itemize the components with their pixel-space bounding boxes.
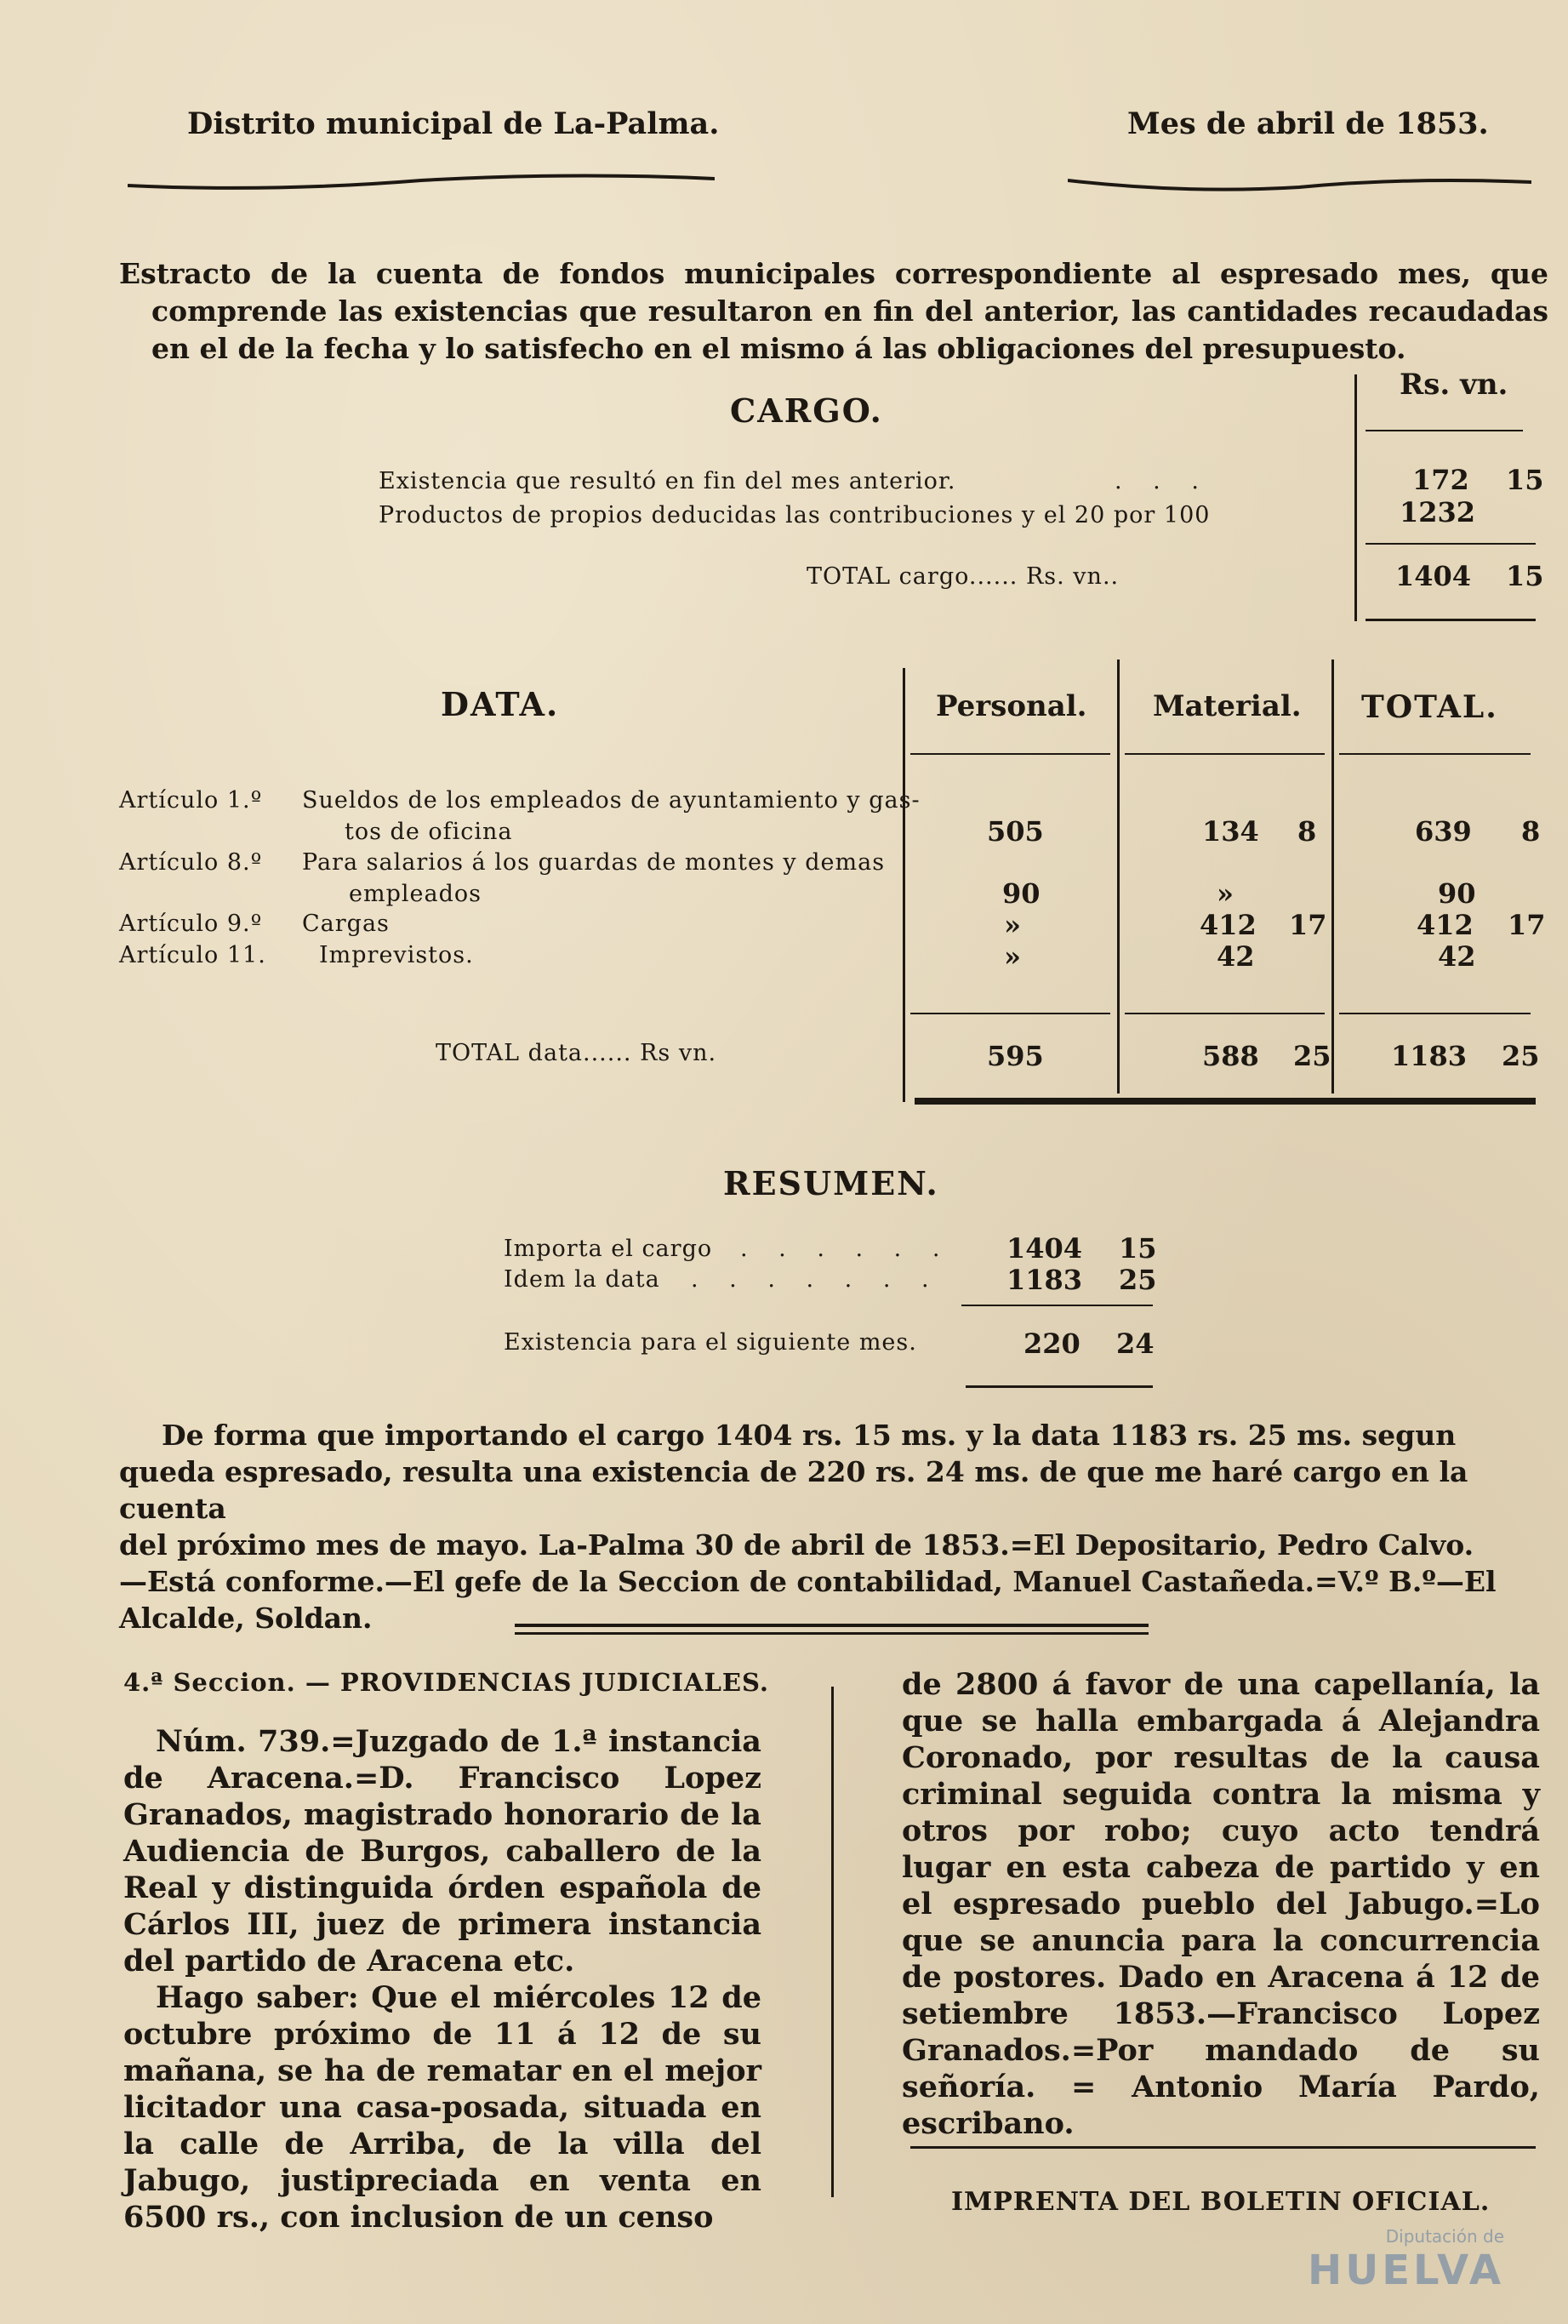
cargo-total-rs: 1404	[1395, 560, 1472, 592]
watermark-line-1: Diputación de	[1385, 2226, 1504, 2247]
data-row-3-personal: »	[1004, 909, 1021, 941]
cargo-row-1-ms: 15	[1506, 464, 1544, 496]
cargo-row-1-dots: . . .	[1115, 468, 1211, 494]
cargo-title: CARGO.	[730, 391, 883, 430]
data-col-total: TOTAL.	[1361, 689, 1498, 725]
resumen-existencia-label: Existencia para el siguiente mes.	[504, 1329, 917, 1356]
closing-paragraph	[119, 1417, 1540, 1636]
cargo-row-2-rs: 1232	[1400, 496, 1476, 528]
closing-line-3: del próximo mes de mayo. La-Palma 30 de abril de 1853.=El Depositario, Pedro Calvo.	[119, 1528, 1474, 1562]
data-row-1-material: 134	[1202, 815, 1259, 848]
resumen-row-2-label: Idem la data	[504, 1266, 660, 1293]
data-head-rule-3	[1339, 753, 1531, 755]
imprint-rule	[910, 2146, 1536, 2149]
watermark-line-2: HUELVA	[1308, 2247, 1504, 2294]
data-row-1-personal: 505	[987, 815, 1044, 848]
cargo-row-2-label: Productos de propios deducidas las contribuciones y el 20 por 100	[379, 502, 1211, 528]
data-row-4-material: 42	[1217, 940, 1255, 973]
data-row-3-total: 412	[1417, 909, 1474, 941]
data-row-3-material: 412	[1200, 909, 1257, 941]
data-row-2-total: 90	[1438, 877, 1476, 910]
data-row-1-material-ms: 8	[1297, 815, 1317, 848]
data-total-total-ms: 25	[1502, 1040, 1540, 1072]
resumen-row-2-rs: 1183	[1006, 1264, 1083, 1296]
data-row-3-material-ms: 17	[1289, 909, 1327, 941]
data-row-4-personal: »	[1004, 940, 1021, 973]
cargo-divider	[1354, 374, 1357, 621]
left-paragraph-2: Hago saber: Que el miércoles 12 de octubre próximo de 11 á 12 de su mañana, se ha de rematar en el mejor licitador una casa-posada, situada en la calle de Arriba, de la villa del Jabugo, justipreciada en venta en 6500 rs., con inclusion de un censo	[123, 1980, 761, 2235]
data-sum-rule-1	[910, 1013, 1110, 1014]
resumen-existencia-rs: 220	[1023, 1328, 1080, 1360]
cargo-header-rule	[1366, 430, 1523, 431]
section-heading: 4.ª Seccion. — PROVIDENCIAS JUDICIALES.	[123, 1668, 769, 1697]
data-row-2-material: »	[1217, 877, 1234, 910]
right-column	[902, 1666, 1540, 2142]
data-total-personal: 595	[987, 1040, 1044, 1072]
section-separator-top	[515, 1624, 1149, 1627]
closing-line-2: queda espresado, resulta una existencia de 220 rs. 24 ms. de que me haré cargo en la cuenta	[119, 1455, 1468, 1525]
closing-line-1: De forma que importando el cargo 1404 rs. 15 ms. y la data 1183 rs. 25 ms. segun	[162, 1419, 1457, 1452]
resumen-existencia-ms: 24	[1116, 1328, 1155, 1360]
resumen-sum-rule	[961, 1305, 1153, 1306]
month-title: Mes de abril de 1853.	[1127, 106, 1489, 141]
cargo-total-ms: 15	[1506, 560, 1544, 592]
cargo-sum-rule	[1366, 543, 1536, 545]
data-row-4-article: Artículo 11.	[119, 942, 266, 968]
data-row-2-article: Artículo 8.º	[119, 849, 263, 876]
data-total-material: 588	[1202, 1040, 1259, 1072]
data-col-divider-1	[903, 668, 905, 1102]
resumen-row-1-ms: 15	[1119, 1232, 1157, 1265]
right-paragraph: de 2800 á favor de una capellanía, la que se halla embargada á Alejandra Coronado, por resultas de la causa criminal seguida contra la misma y otros por robo; cuyo acto tendrá lugar en esta cabeza de partido y en el espresado pueblo del Jabugo.=Lo que se anuncia para la concurrencia de postores. Dado en Aracena á 12 de setiembre 1853.—Francisco Lopez Granados.=Por mandado de su señoría. = Antonio María Pardo, escribano.	[902, 1667, 1540, 2141]
data-row-1-total-ms: 8	[1521, 815, 1541, 848]
cargo-unit-header: Rs. vn.	[1400, 368, 1508, 402]
data-row-1-desc2: tos de oficina	[345, 819, 513, 845]
data-row-3-desc1: Cargas	[302, 911, 390, 937]
resumen-row-2-ms: 25	[1119, 1264, 1157, 1296]
header-rule-left	[128, 170, 715, 196]
data-col-divider-2	[1117, 660, 1120, 1093]
resumen-row-1-label: Importa el cargo	[504, 1236, 713, 1262]
data-row-2-desc2: empleados	[349, 881, 482, 907]
data-col-divider-3	[1331, 660, 1334, 1093]
data-row-4-total: 42	[1438, 940, 1476, 973]
data-title: DATA.	[441, 685, 560, 723]
header-rule-right	[1068, 170, 1531, 196]
closing-line-4: —Está conforme.—El gefe de la Seccion de contabilidad, Manuel Castañeda.=V.º B.º—El	[119, 1565, 1497, 1598]
left-column	[123, 1723, 761, 2235]
cargo-row-1-label: Existencia que resultó en fin del mes anterior.	[379, 468, 956, 494]
data-col-personal: Personal.	[936, 689, 1087, 723]
closing-line-5: Alcalde, Soldan.	[119, 1602, 373, 1635]
data-head-rule-1	[910, 753, 1110, 755]
cargo-total-label: TOTAL cargo...... Rs. vn..	[807, 563, 1120, 590]
data-sum-rule-3	[1339, 1013, 1531, 1014]
data-row-1-article: Artículo 1.º	[119, 787, 263, 814]
resumen-row-1-dots: . . . . . .	[740, 1236, 952, 1262]
section-separator-bottom	[515, 1632, 1149, 1635]
data-row-1-desc1: Sueldos de los empleados de ayuntamiento y gas-	[302, 787, 921, 814]
left-paragraph-1: Núm. 739.=Juzgado de 1.ª instancia de Aracena.=D. Francisco Lopez Granados, magistrado honorario de la Audiencia de Burgos, caballero de la Real y distinguida órden española de Cárlos III, juez de primera instancia del partido de Aracena etc.	[123, 1724, 761, 1979]
column-divider	[831, 1687, 834, 2197]
resumen-title: RESUMEN.	[723, 1164, 939, 1202]
data-row-1-total: 639	[1415, 815, 1472, 848]
watermark	[1308, 2226, 1504, 2294]
data-row-3-article: Artículo 9.º	[119, 911, 263, 937]
data-head-rule-2	[1125, 753, 1325, 755]
data-row-4-desc1: Imprevistos.	[319, 942, 474, 968]
data-col-material: Material.	[1153, 689, 1302, 723]
imprint: IMPRENTA DEL BOLETIN OFICIAL.	[951, 2187, 1491, 2217]
data-row-2-personal: 90	[1002, 877, 1041, 910]
data-total-thick-rule	[915, 1098, 1536, 1105]
intro-paragraph: Estracto de la cuenta de fondos municipales correspondiente al espresado mes, que comprende las existencias que resultaron en fin del anterior, las cantidades recaudadas en el de la fecha y lo satisfecho en el mismo á las obligaciones del presupuesto.	[119, 257, 1548, 365]
cargo-total-rule	[1366, 619, 1536, 621]
data-sum-rule-2	[1125, 1013, 1325, 1014]
cargo-row-1-rs: 172	[1412, 464, 1469, 496]
resumen-row-1-rs: 1404	[1006, 1232, 1083, 1265]
data-total-total: 1183	[1391, 1040, 1468, 1072]
data-total-label: TOTAL data...... Rs vn.	[436, 1040, 717, 1066]
data-row-3-total-ms: 17	[1508, 909, 1546, 941]
data-total-material-ms: 25	[1293, 1040, 1331, 1072]
resumen-final-rule	[966, 1385, 1153, 1388]
resumen-row-2-dots: . . . . . . .	[691, 1266, 941, 1293]
district-title: Distrito municipal de La-Palma.	[187, 106, 720, 141]
data-row-2-desc1: Para salarios á los guardas de montes y demas	[302, 849, 886, 876]
